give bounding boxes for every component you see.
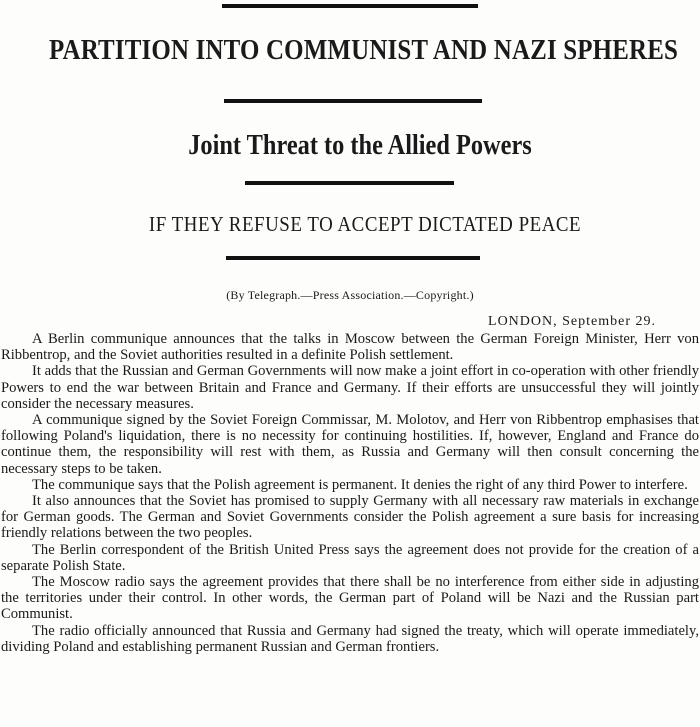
- subheadline: Joint Threat to the Allied Powers: [188, 129, 532, 161]
- rule-divider: [226, 256, 480, 260]
- article-paragraph: The Berlin correspondent of the British United Press says the agreement does not provide for the creation of a separate Polish State.: [1, 541, 699, 574]
- rule-divider: [224, 99, 482, 103]
- rule-divider: [245, 181, 454, 185]
- dateline: LONDON, September 29.: [488, 314, 656, 329]
- article-paragraph: It adds that the Russian and German Governments will now make a joint effort in co-operation with other friendly Powers to end the war between Britain and France and Germany. If their efforts are unsuccessful they will jointly consider the necessary measures.: [1, 363, 699, 412]
- headline: PARTITION INTO COMMUNIST AND NAZI SPHERES: [49, 34, 679, 66]
- deck-heading: IF THEY REFUSE TO ACCEPT DICTATED PEACE: [148, 212, 582, 236]
- top-rule: [222, 4, 478, 8]
- article-paragraph: A Berlin communique announces that the talks in Moscow between the German Foreign Minister, Herr von Ribbentrop, and the Soviet authorities resulted in a definite Polish settlement.: [1, 331, 699, 364]
- article-paragraph: The communique says that the Polish agreement is permanent. It denies the right of any third Power to interfere.: [32, 476, 688, 493]
- article-body: [1, 331, 699, 655]
- article-paragraph: The Moscow radio says the agreement provides that there shall be no interference from either side in adjusting the territories under their control. In other words, the German part of Poland will be Nazi and the Russian part Communist.: [1, 574, 699, 623]
- article-paragraph: It also announces that the Soviet has promised to supply Germany with all necessary raw materials in exchange for German goods. The German and Soviet Governments consider the Polish agreement a sure basis for increasing friendly relations between the two peoples.: [1, 493, 699, 542]
- wire-credit: (By Telegraph.—Press Association.—Copyright.): [226, 288, 474, 302]
- article-paragraph: The radio officially announced that Russia and Germany had signed the treaty, which will operate immediately, dividing Poland and establishing permanent Russian and German frontiers.: [1, 622, 699, 655]
- article-paragraph: A communique signed by the Soviet Foreign Commissar, M. Molotov, and Herr von Ribbentrop emphasises that following Poland's liquidation, there is no necessity for continuing hostilities. If, however, England and France do continue them, the responsibility will rest with them, as Russia and Germany will then consult concerning the necessary steps to be taken.: [1, 412, 699, 477]
